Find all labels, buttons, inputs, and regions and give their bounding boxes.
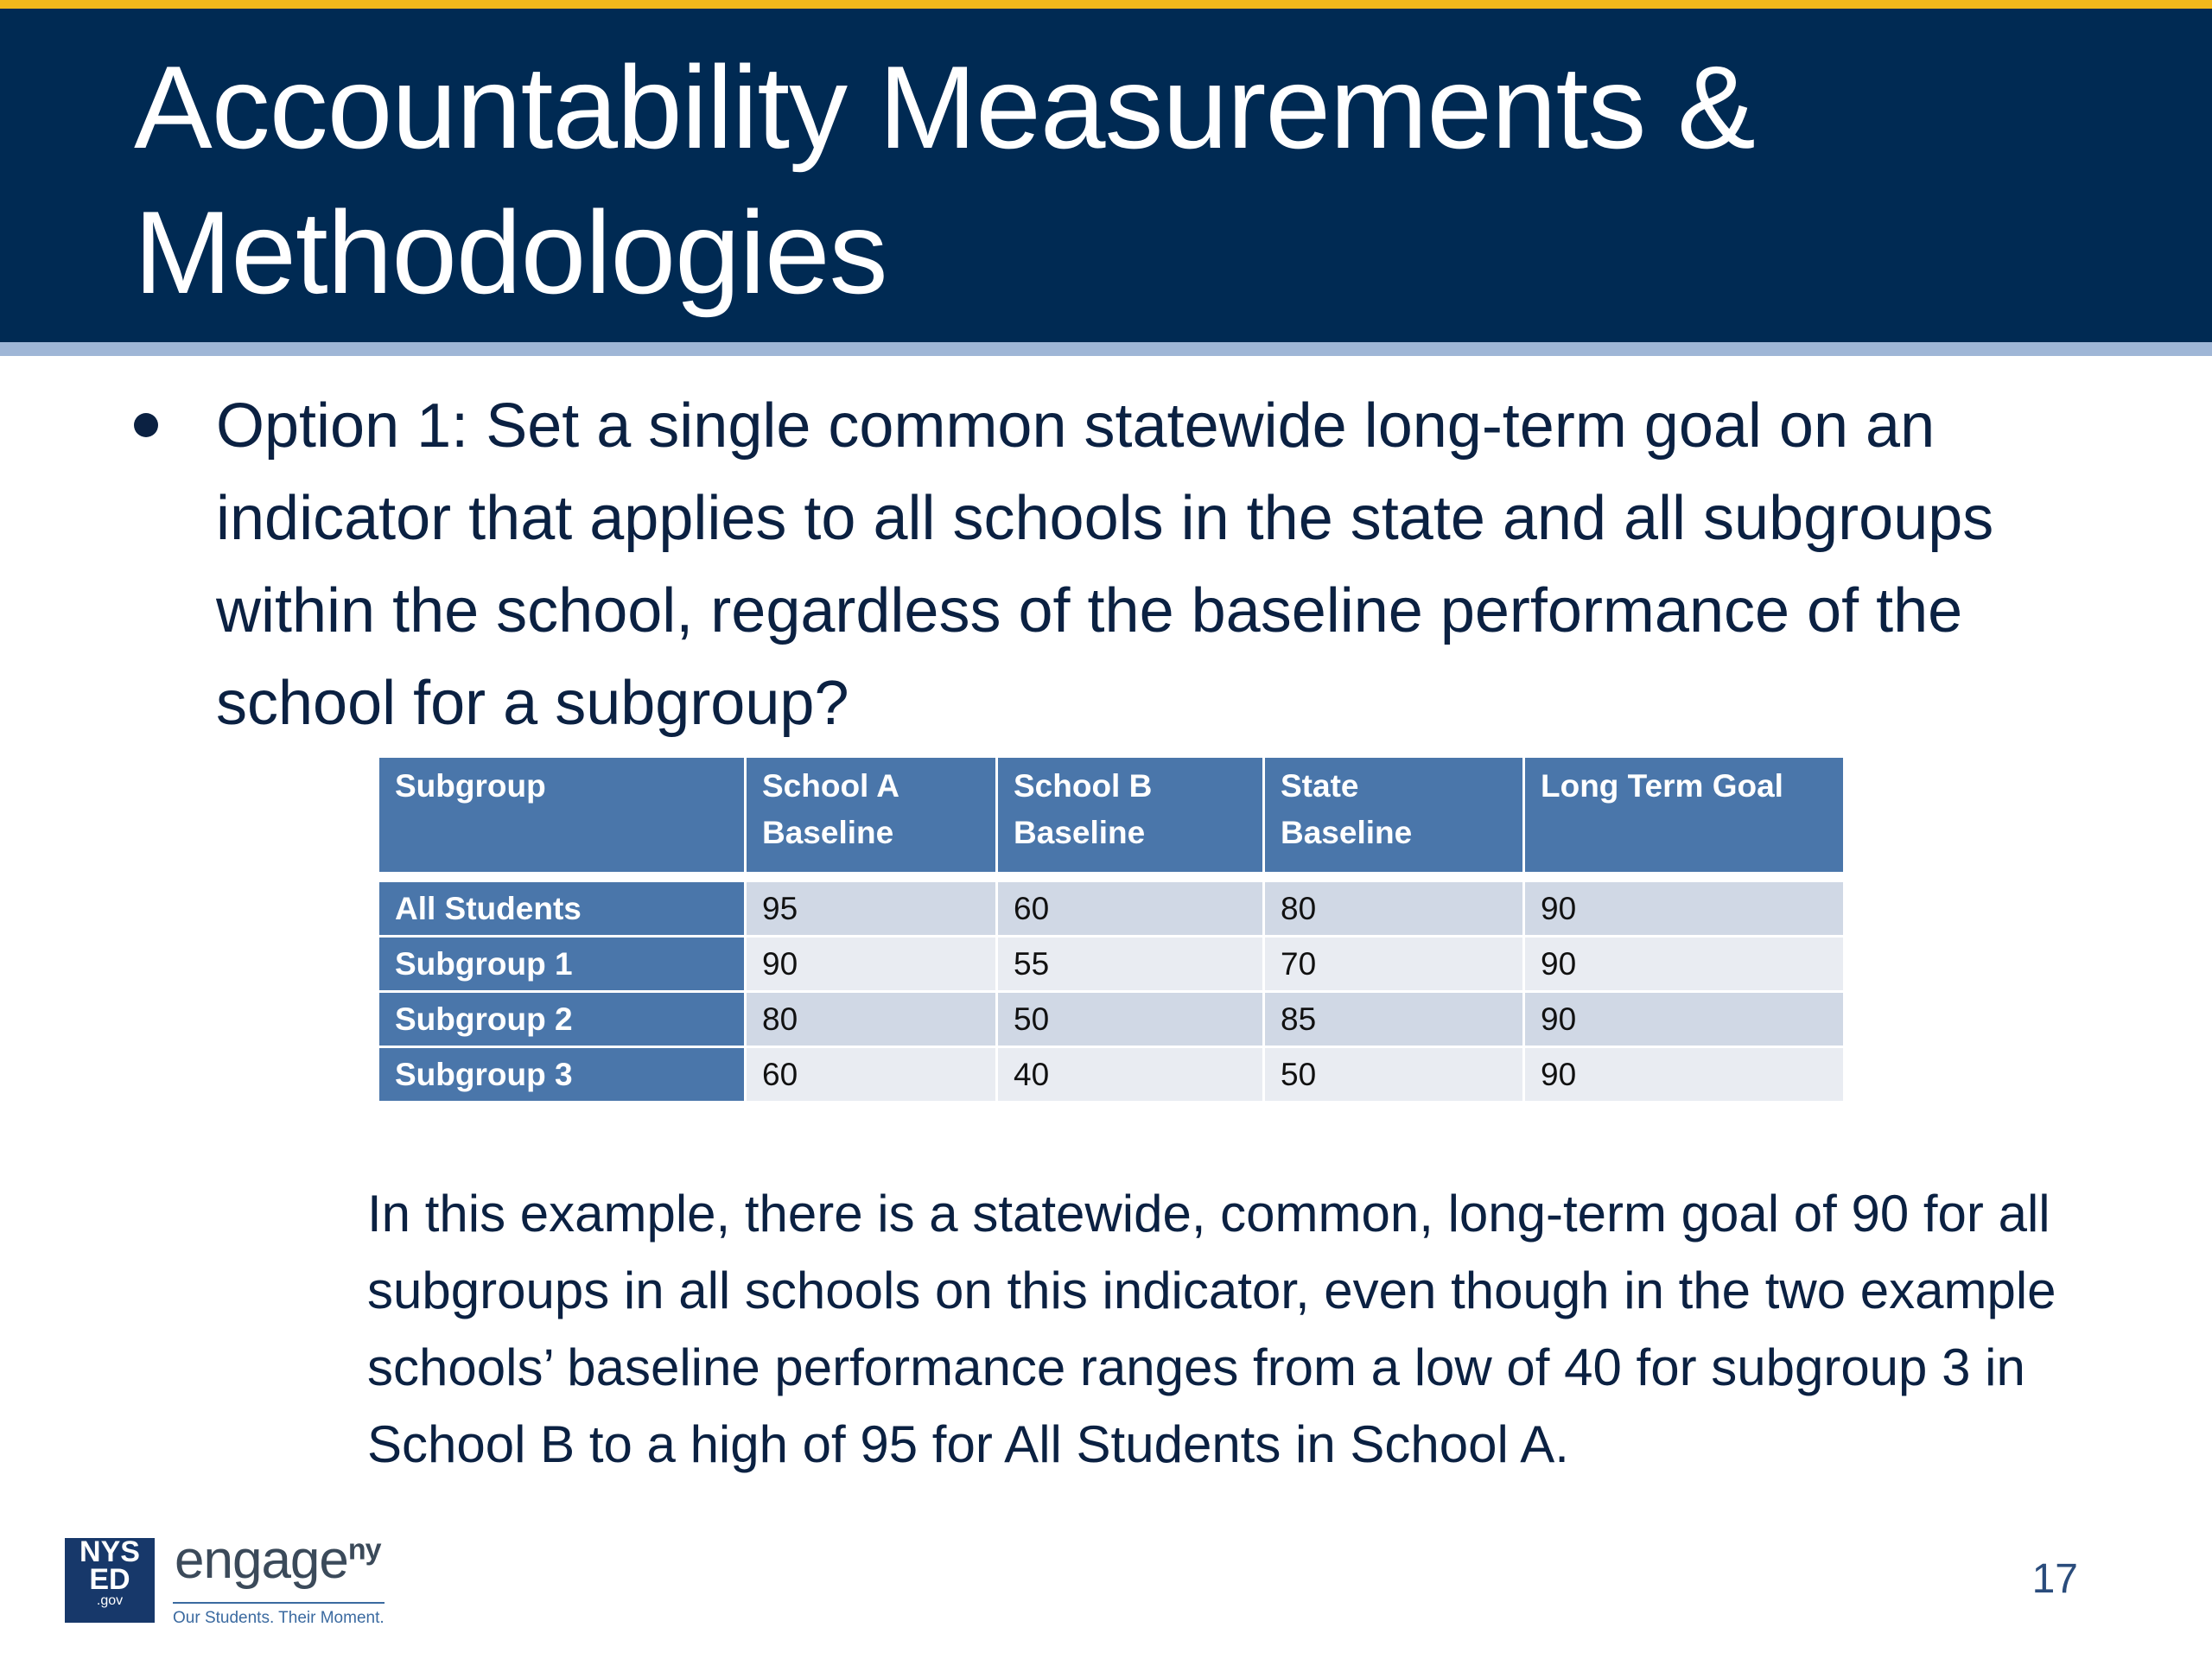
table-cell: 85 [1265, 993, 1522, 1046]
table-row [379, 882, 1843, 935]
row-label: Subgroup 3 [379, 1048, 744, 1101]
row-label: Subgroup 1 [379, 938, 744, 990]
table-row [379, 993, 1843, 1046]
slide-title-line-2: Methodologies [134, 187, 887, 318]
table-cell: 90 [1525, 882, 1843, 935]
top-accent-rule [0, 0, 2212, 9]
table-cell: 90 [1525, 938, 1843, 990]
header-cell-school-a: School A Baseline [747, 758, 995, 872]
table-cell: 90 [747, 938, 995, 990]
table-cell: 40 [998, 1048, 1262, 1101]
table-header-row [379, 758, 1843, 872]
table-cell: 60 [747, 1048, 995, 1101]
table-cell: 50 [1265, 1048, 1522, 1101]
table-cell: 95 [747, 882, 995, 935]
bullet-icon [134, 413, 158, 437]
table-cell: 70 [1265, 938, 1522, 990]
table-row [379, 938, 1843, 990]
slide-title [134, 35, 2121, 325]
header-cell-state: State Baseline [1265, 758, 1522, 872]
row-label: Subgroup 2 [379, 993, 744, 1046]
table-cell: 80 [1265, 882, 1522, 935]
slide-title-line-1: Accountability Measurements & [134, 41, 1755, 173]
page-number: 17 [2031, 1556, 2078, 1602]
table-cell: 55 [998, 938, 1262, 990]
baseline-table [377, 755, 1846, 1103]
engageny-logo [43, 1521, 415, 1642]
table-cell: 90 [1525, 1048, 1843, 1101]
nysed-badge-icon: NYS ED .gov [65, 1538, 155, 1623]
header-cell-long-term-goal: Long Term Goal [1525, 758, 1843, 872]
table-cell: 60 [998, 882, 1262, 935]
table-row [379, 1048, 1843, 1101]
header-cell-school-b: School B Baseline [998, 758, 1262, 872]
title-underline-rule [0, 342, 2212, 356]
table-cell: 90 [1525, 993, 1843, 1046]
logo-tagline: Our Students. Their Moment. [173, 1602, 385, 1628]
header-cell-subgroup: Subgroup [379, 758, 744, 872]
explanation-note: In this example, there is a statewide, common, long-term goal of 90 for all subgroups in all schools on this indicator, even though in the two example schools’ baseline performance ranges from a low of 40 for subgroup 3 in School B to a high of 95 for All Students in School A. [367, 1185, 2056, 1473]
table-cell: 50 [998, 993, 1262, 1046]
table-cell: 80 [747, 993, 995, 1046]
bullet-text: Option 1: Set a single common statewide long-term goal on an indicator that applies to all schools in the state and all subgroups within the school, regardless of the baseline performance of the school for a subgroup? [216, 391, 1994, 738]
row-label: All Students [379, 882, 744, 935]
engage-wordmark: engage$^{ny}$ [175, 1530, 381, 1590]
